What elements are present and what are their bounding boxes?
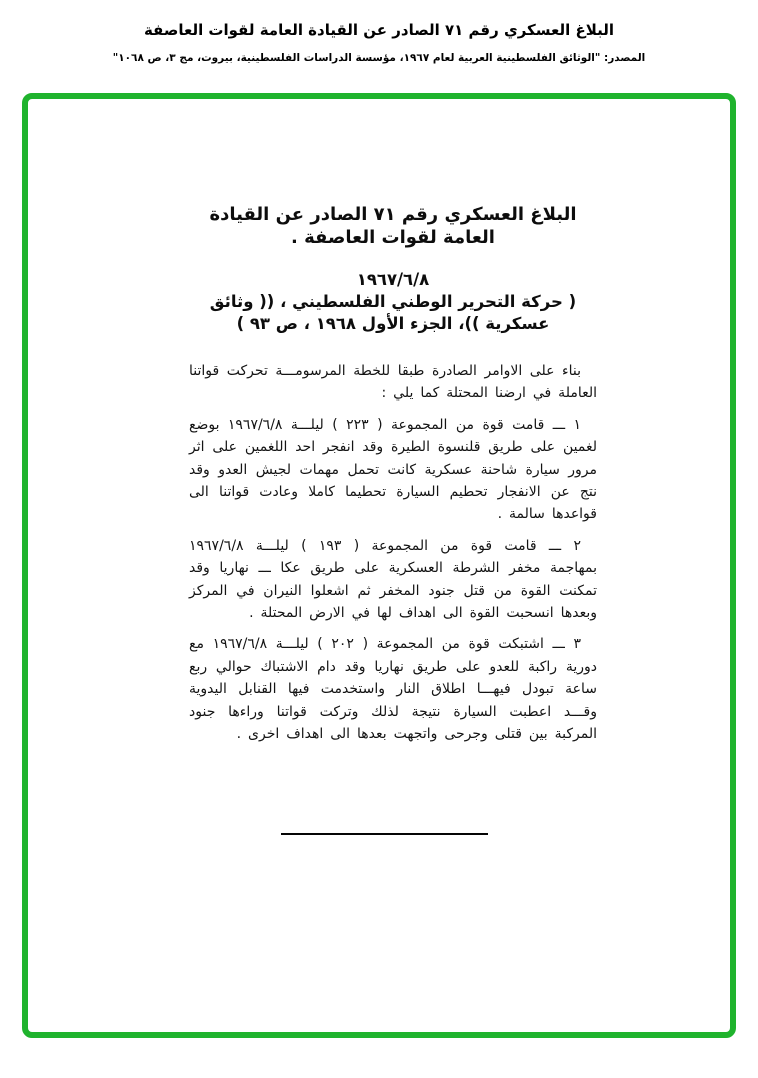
page-header-source: المصدر: "الوثائق الفلسطينية العربية لعام ١٩٦٧، مؤسسة الدراسات الفلسطينية، بيروت، مج ٣، ص ١٠٦٨" <box>112 52 646 64</box>
footer-divider-line <box>281 833 488 835</box>
document-meta <box>189 269 597 335</box>
item-paragraph-1: ١ ـــ قامت قوة من المجموعة ( ٢٢٣ ) ليلـــة ١٩٦٧/٦/٨ بوضع لغمين على طريق قلنسوة الطيرة وقد انفجر احد اللغمين على اثر مرور سيارة شاحنة عسكرية كانت تحمل مهمات لجيش العدو وقد نتج عن الانفجار تحطيم السيارة تحطيما كاملا وعادت قواتنا الى قواعدها سالمة . <box>189 416 597 523</box>
document-body <box>189 360 597 755</box>
item-paragraph-3: ٣ ـــ اشتبكت قوة من المجموعة ( ٢٠٢ ) ليلـــة ١٩٦٧/٦/٨ مع دورية راكبة للعدو على طريق نهاريا وقد دام الاشتباك حوالي ربع ساعة تبودل فيهـــا اطلاق النار واستخدمت فيها القنابل اليدوية وقـــد اعطبت السيارة نتيجة لذلك وتركت قواتنا وراءها جنود المركبة بين قتلى وجرحى واتجهت بعدها الى اهداف اخرى . <box>189 636 597 743</box>
document-citation-line-1: ( حركة التحرير الوطني الفلسطيني ، (( وثائق <box>209 292 577 311</box>
page-header-title: البلاغ العسكري رقم ٧١ الصادر عن القيادة العامة لقوات العاصفة <box>143 21 615 39</box>
document-title-line-2: العامة لقوات العاصفة . <box>291 227 495 248</box>
item-paragraph-2: ٢ ـــ قامت قوة من المجموعة ( ١٩٣ ) ليلـــة ١٩٦٧/٦/٨ بمهاجمة مخفر الشرطة العسكرية على طريق عكا ـــ نهاريا وقد تمكنت القوة من قتل جنود المخفر ثم اشعلوا النيران في المركز وبعدها انسحبت القوة الى اهداف لها في الارض المحتلة . <box>189 537 597 622</box>
document-date: ١٩٦٧/٦/٨ <box>356 270 430 289</box>
document-citation-line-2: عسكرية ))، الجزء الأول ١٩٦٨ ، ص ٩٣ ) <box>236 314 550 333</box>
intro-paragraph: بناء على الاوامر الصادرة طبقا للخطة المرسومـــة تحركت قواتنا العاملة في ارضنا المحتلة كما يلي : <box>189 363 597 402</box>
document-title <box>189 203 597 249</box>
page-header <box>0 21 758 64</box>
document-title-line-1: البلاغ العسكري رقم ٧١ الصادر عن القيادة <box>209 204 577 225</box>
